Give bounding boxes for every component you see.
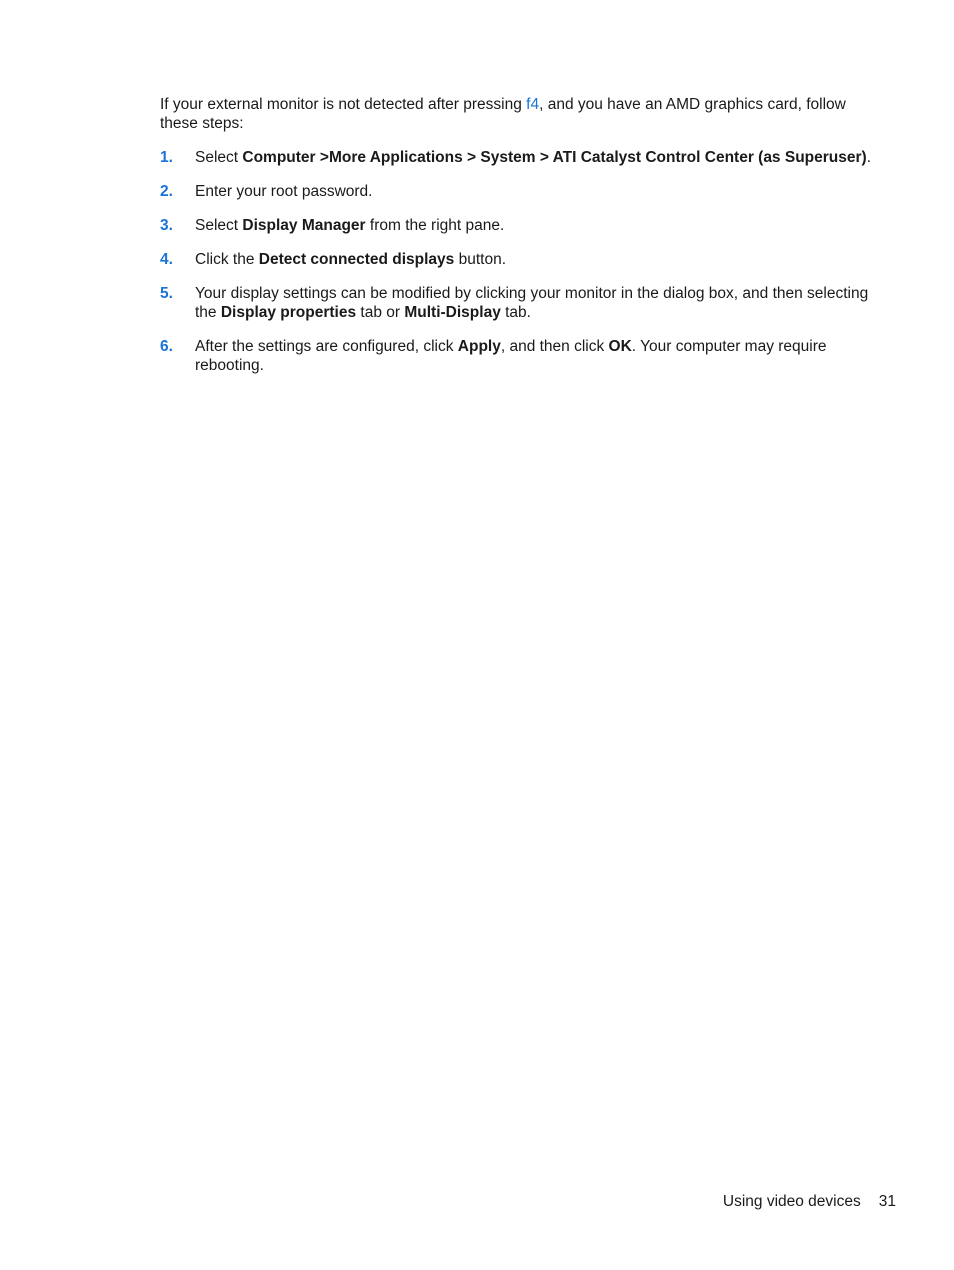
step-text-segment: Your display settings can be modified by clicking your monitor in the dialog box, and then selecting the: [195, 285, 869, 321]
intro-text-before-link: If your external monitor is not detected after pressing: [160, 96, 527, 113]
intro-paragraph: [160, 95, 880, 133]
step-number: 2.: [160, 183, 173, 200]
step-text-segment: Click the: [195, 251, 259, 268]
step-text-segment: Select: [195, 217, 243, 234]
step-number: 5.: [160, 285, 173, 302]
footer-section-title: Using video devices: [722, 1193, 861, 1210]
step-item: [160, 284, 880, 322]
step-ui-term: Computer >More Applications > System > ATI Catalyst Control Center (as Superuser): [242, 149, 867, 166]
step-text-segment: from the right pane.: [365, 217, 505, 234]
step-text-segment: After the settings are configured, click: [195, 338, 458, 355]
step-text-segment: tab or: [356, 304, 405, 321]
step-item: [160, 148, 880, 167]
step-item: [160, 337, 880, 375]
step-ui-term: Detect connected displays: [258, 251, 455, 268]
step-text-segment: , and then click: [500, 338, 609, 355]
step-text: [195, 285, 868, 321]
step-text-segment: Enter your root password.: [195, 183, 373, 200]
step-ui-term: Display Manager: [242, 217, 366, 234]
step-item: [160, 182, 880, 201]
f4-key-link[interactable]: f4: [526, 96, 540, 113]
step-text-segment: Select: [195, 149, 243, 166]
step-text-segment: tab.: [500, 304, 531, 321]
step-number: 3.: [160, 217, 173, 234]
step-number: 6.: [160, 338, 173, 355]
step-text: [195, 338, 827, 374]
intro-text-after-link: , and you have an AMD graphics card, follow these steps:: [160, 96, 846, 132]
steps-list: [160, 148, 880, 390]
step-ui-term: Apply: [457, 338, 501, 355]
step-text-segment: . Your computer may require rebooting.: [195, 338, 827, 374]
step-number: 1.: [160, 149, 173, 166]
step-text: [195, 149, 871, 166]
step-text: [195, 251, 506, 268]
step-item: [160, 216, 880, 235]
page-number: 31: [878, 1193, 896, 1210]
step-text: [195, 217, 504, 234]
step-item: [160, 250, 880, 269]
page-footer: [723, 1192, 896, 1211]
step-ui-term: Display properties: [220, 304, 357, 321]
step-ui-term: Multi-Display: [404, 304, 501, 321]
step-text: [195, 183, 372, 200]
step-text-segment: .: [866, 149, 872, 166]
step-ui-term: OK: [608, 338, 632, 355]
step-number: 4.: [160, 251, 173, 268]
step-text-segment: button.: [454, 251, 507, 268]
